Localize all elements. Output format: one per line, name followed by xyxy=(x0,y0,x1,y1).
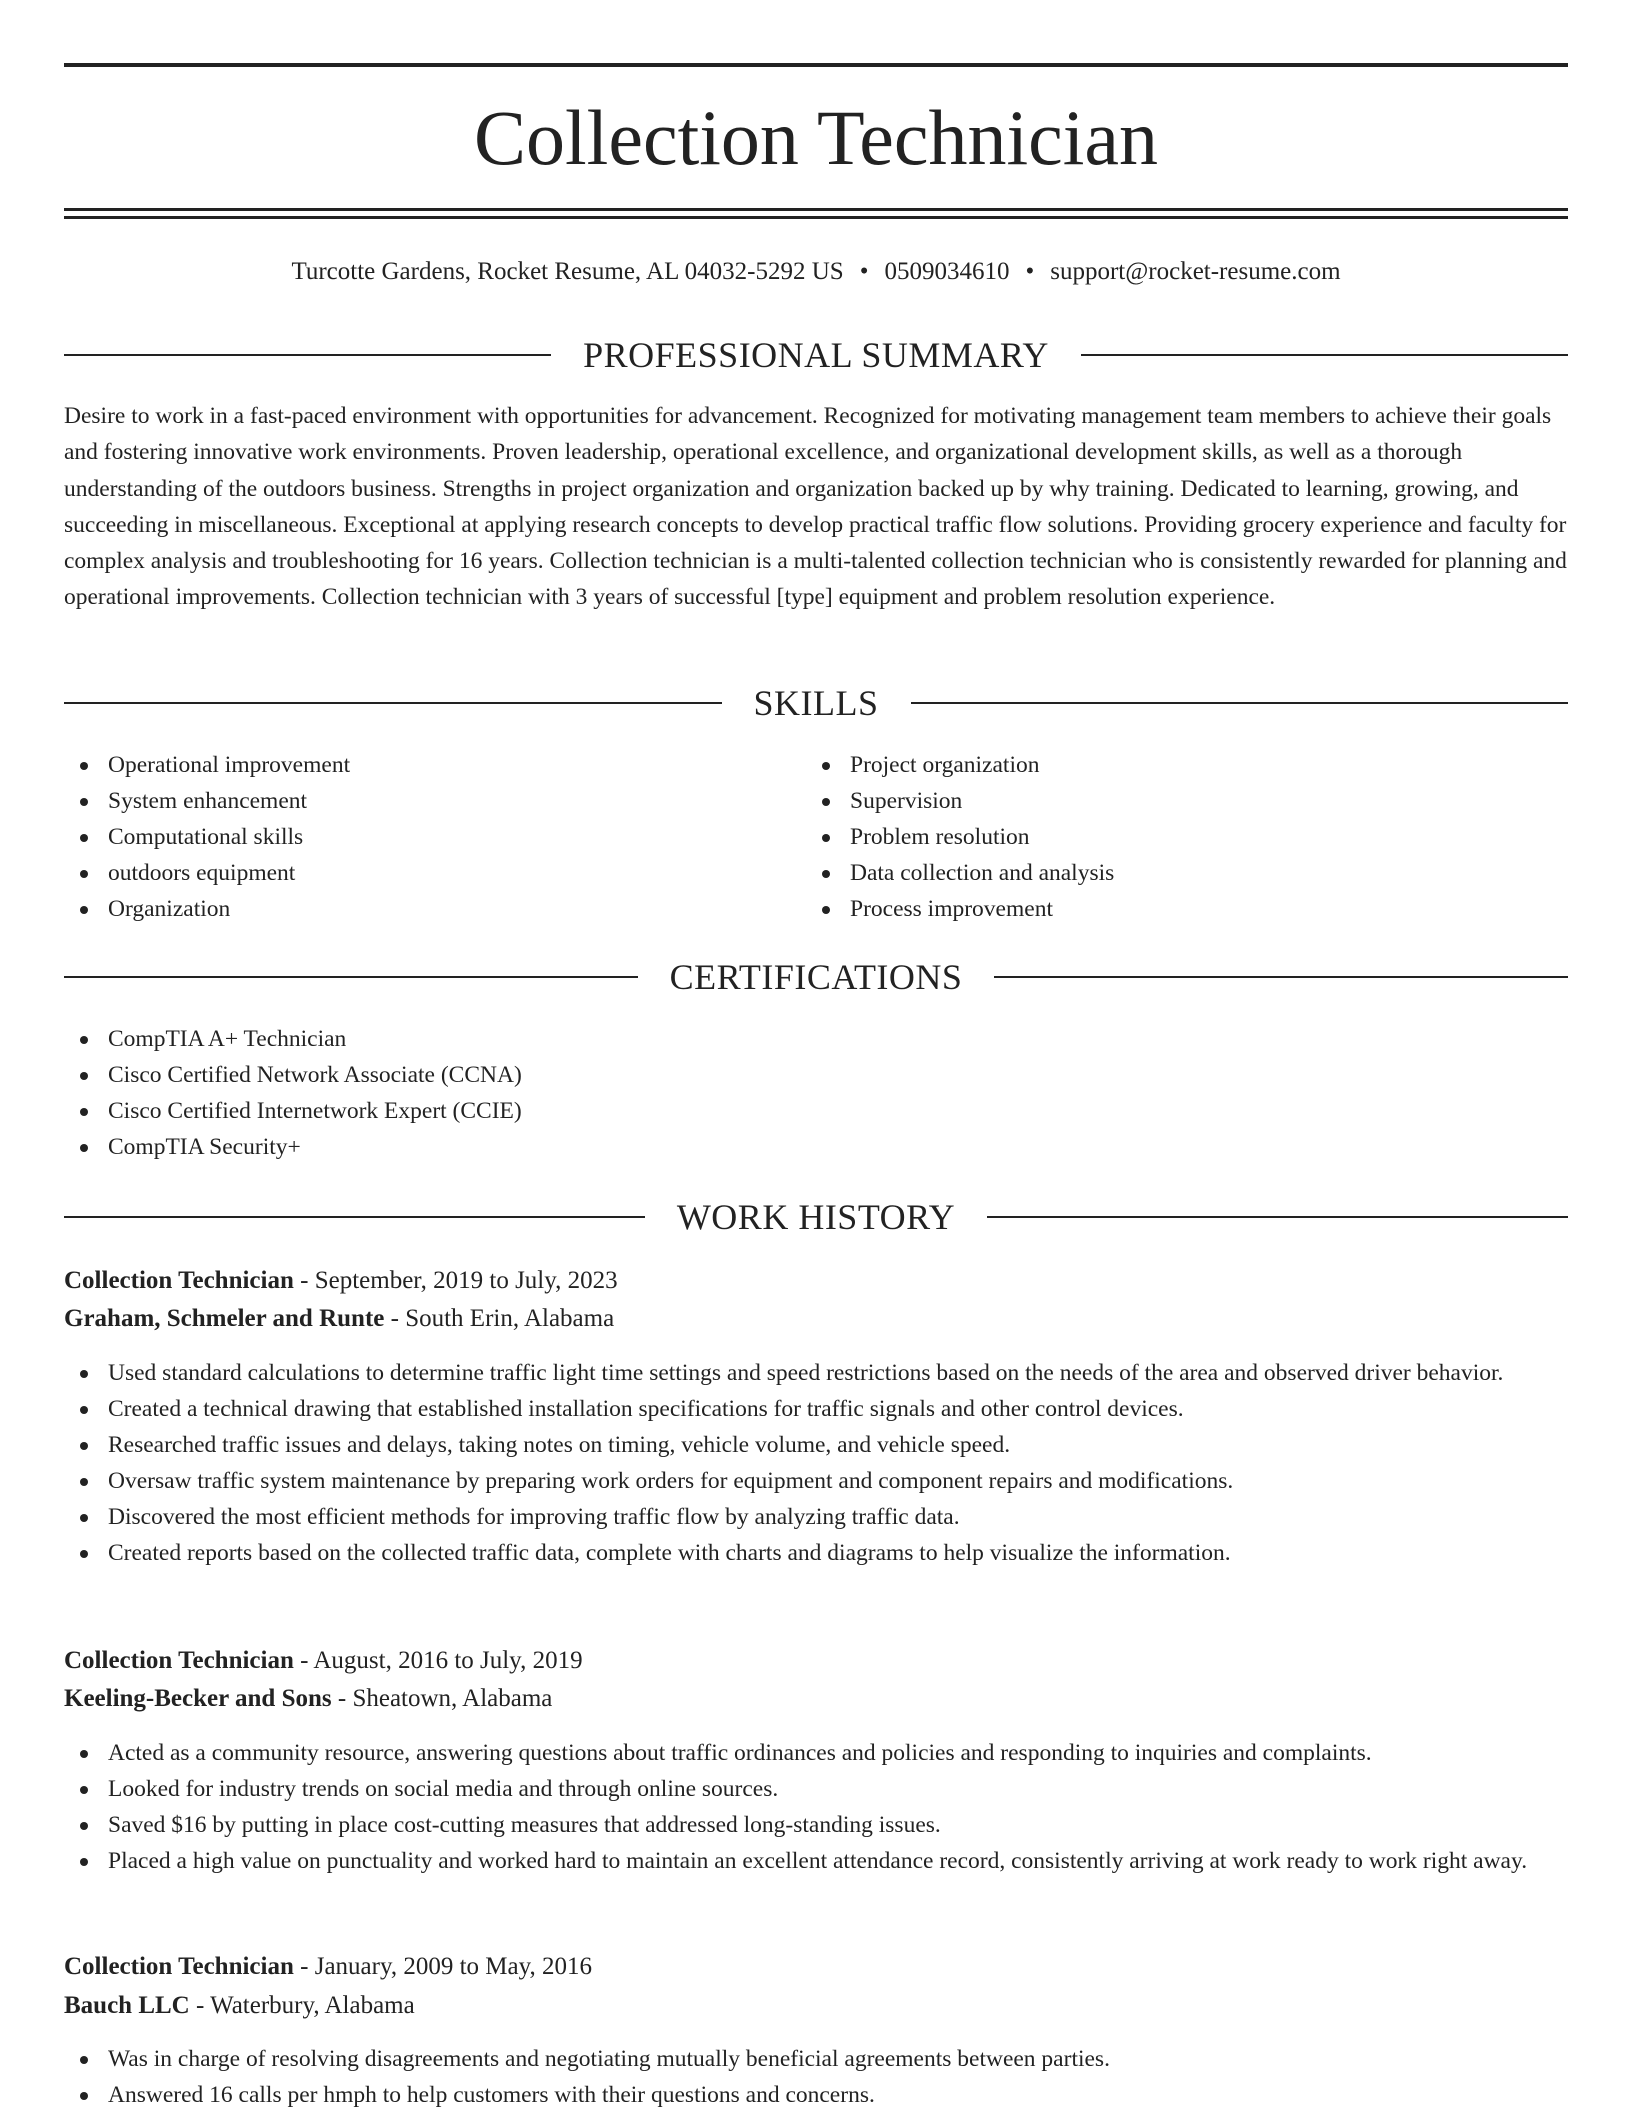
heading-rule-right xyxy=(911,702,1569,704)
skill-item: Organization xyxy=(64,891,806,927)
job-company: Graham, Schmeler and Runte xyxy=(64,1305,385,1332)
job-title: Collection Technician xyxy=(64,1267,294,1294)
heading-rule-left xyxy=(64,354,551,356)
job-duty: Used standard calculations to determine traffic light time settings and speed restrictions based on the needs of the area and observed driver behavior. xyxy=(64,1355,1568,1391)
job-duty: Answered 16 calls per hmph to help customers with their questions and concerns. xyxy=(64,2077,1568,2113)
contact-line xyxy=(64,252,1568,292)
summary-text: Desire to work in a fast-paced environment with opportunities for advancement. Recognized for motivating management team members to achieve their goals and fostering innovative work environments. Proven leadership, operational excellence, and organizational development skills, as well as a thorough understanding of the outdoors business. Strengths in project organization and organization backed up by why training. Dedicated to learning, growing, and succeeding in miscellaneous. Exceptional at applying research concepts to develop practical traffic flow solutions. Providing grocery experience and faculty for complex analysis and troubleshooting for 16 years. Collection technician is a multi-talented collection technician who is consistently rewarded for planning and operational improvements. Collection technician with 3 years of successful [type] equipment and problem resolution experience. xyxy=(64,403,1567,611)
skill-item: Supervision xyxy=(806,783,1568,819)
skill-item: Computational skills xyxy=(64,819,806,855)
top-rule xyxy=(64,63,1568,67)
certification-item: CompTIA A+ Technician xyxy=(64,1021,1568,1057)
job-duty: Looked for industry trends on social media and through online sources. xyxy=(64,1771,1568,1807)
skill-item: Process improvement xyxy=(806,891,1568,927)
job-duty: Oversaw traffic system maintenance by preparing work orders for equipment and component repairs and modifications. xyxy=(64,1463,1568,1499)
contact-separator: • xyxy=(1025,258,1035,285)
job-company-line xyxy=(64,1300,1568,1338)
job-title: Collection Technician xyxy=(64,1647,294,1674)
job-company: Bauch LLC xyxy=(64,1992,190,2019)
skill-item: outdoors equipment xyxy=(64,855,806,891)
heading-rule-left xyxy=(64,702,722,704)
resume-title: Collection Technician xyxy=(473,94,1159,181)
job-location: - South Erin, Alabama xyxy=(384,1305,615,1332)
certifications-list xyxy=(64,1021,1568,1165)
heading-rule-right xyxy=(987,1216,1568,1218)
skills-list-right xyxy=(806,747,1568,927)
contact-separator: • xyxy=(859,258,869,285)
certification-item: CompTIA Security+ xyxy=(64,1129,1568,1165)
skills-list-left xyxy=(64,747,806,927)
job-duty: Was in charge of resolving disagreements and negotiating mutually beneficial agreements between parties. xyxy=(64,2041,1568,2077)
job-dates: - January, 2009 to May, 2016 xyxy=(293,1953,592,1980)
skills-heading: SKILLS xyxy=(753,683,879,723)
job-title-line xyxy=(64,1948,1568,1986)
skill-item: System enhancement xyxy=(64,783,806,819)
heading-rule-right xyxy=(994,976,1568,978)
summary-heading: PROFESSIONAL SUMMARY xyxy=(583,335,1049,375)
heading-rule-left xyxy=(64,1216,645,1218)
job-duties-list xyxy=(64,1735,1568,1879)
job-company-line xyxy=(64,1680,1568,1718)
job-company: Keeling-Becker and Sons xyxy=(64,1685,332,1712)
job-title-line xyxy=(64,1262,1568,1300)
contact-email: support@rocket-resume.com xyxy=(1050,258,1341,285)
work-heading: WORK HISTORY xyxy=(676,1197,956,1237)
skill-item: Problem resolution xyxy=(806,819,1568,855)
heading-rule-left xyxy=(64,976,638,978)
job-duties-list xyxy=(64,1355,1568,1571)
job-duty: Discovered the most efficient methods for improving traffic flow by analyzing traffic data. xyxy=(64,1499,1568,1535)
contact-address: Turcotte Gardens, Rocket Resume, AL 04032-5292 US xyxy=(291,258,844,285)
job-duty: Created reports based on the collected traffic data, complete with charts and diagrams to help visualize the information. xyxy=(64,1535,1568,1571)
certifications-section-heading xyxy=(64,955,1568,999)
job-duty: Acted as a community resource, answering questions about traffic ordinances and policies and responding to inquiries and complaints. xyxy=(64,1735,1568,1771)
job-duties-list xyxy=(64,2041,1568,2113)
certification-item: Cisco Certified Internetwork Expert (CCIE) xyxy=(64,1093,1568,1129)
job-title: Collection Technician xyxy=(64,1953,294,1980)
title-rule-upper xyxy=(64,208,1568,211)
job-title-line xyxy=(64,1642,1568,1680)
job-duty: Placed a high value on punctuality and worked hard to maintain an excellent attendance record, consistently arriving at work ready to work right away. xyxy=(64,1843,1568,1879)
skill-item: Operational improvement xyxy=(64,747,806,783)
certifications-heading: CERTIFICATIONS xyxy=(669,957,963,997)
job-duty: Researched traffic issues and delays, taking notes on timing, vehicle volume, and vehicle speed. xyxy=(64,1427,1568,1463)
job-duty: Created a technical drawing that established installation specifications for traffic signals and other control devices. xyxy=(64,1391,1568,1427)
job-duty: Saved $16 by putting in place cost-cutting measures that addressed long-standing issues. xyxy=(64,1807,1568,1843)
job-location: - Sheatown, Alabama xyxy=(331,1685,553,1712)
skills-section-heading xyxy=(64,681,1568,725)
work-section-heading xyxy=(64,1195,1568,1239)
contact-phone: 0509034610 xyxy=(884,258,1010,285)
title-rule-lower xyxy=(64,216,1568,219)
skill-item: Data collection and analysis xyxy=(806,855,1568,891)
job-dates: - August, 2016 to July, 2019 xyxy=(293,1647,583,1674)
skill-item: Project organization xyxy=(806,747,1568,783)
job-location: - Waterbury, Alabama xyxy=(189,1992,415,2019)
certification-item: Cisco Certified Network Associate (CCNA) xyxy=(64,1057,1568,1093)
job-company-line xyxy=(64,1987,1568,2025)
job-dates: - September, 2019 to July, 2023 xyxy=(293,1267,618,1294)
summary-section-heading xyxy=(64,333,1568,377)
heading-rule-right xyxy=(1081,354,1568,356)
